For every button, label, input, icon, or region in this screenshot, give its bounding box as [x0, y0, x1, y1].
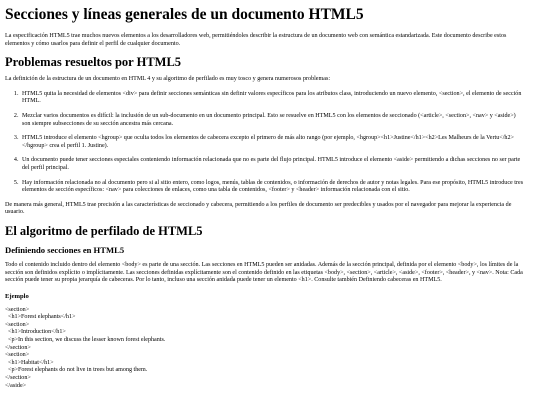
list-item: 3. HTML5 introduce el elemento <hgroup> que oculta todos los elementos de cabecera excepto el primero de más alto rango (por ejemplo, <hgroup><h1>Justine</h1><h2>Les Malheurs de la Vertu</h2></hgroup> crea el perfil 1. Justine).: [20, 135, 525, 150]
problems-heading: Problemas resueltos por HTML5: [5, 55, 182, 70]
code-example: <section> <h1>Forest elephants</h1> <section> <h1>Introduction</h1> <p>In this section, we discuss the lesser known forest elephants. </section> <section> <h1>Habitat</h1> <p>Forest elephants do not live in trees but among them. </section> </aside>: [5, 306, 166, 389]
problems-lead: La definición de la estructura de un documento en HTML 4 y su algoritmo de perfilado es muy tosco y genera numerosos problemas:: [5, 76, 331, 83]
sections-subheading: Definiendo secciones en HTML5: [5, 244, 125, 255]
list-item: 5. Hay información relacionada no al documento pero si al sitio entero, como logos, menús, tablas de contenidos, o información de derechos de autor y notas legales. Para ese propósito, HTML5 introduce tres elementos de sección específicos: <nav> para colecciones de enlaces, como una tabla de contenidos, <footer> y <header> información relacionada con el sitio.: [20, 180, 525, 195]
list-item: 4. Un documento puede tener secciones especiales conteniendo información relacionada que no es parte del flujo principal. HTML5 introduce el elemento <aside> permitiendo a dichas secciones no ser parte del perfil principal.: [20, 157, 525, 172]
example-heading: Ejemplo: [5, 292, 29, 300]
list-item: 1. HTML5 quita la necesidad de elementos <div> para definir secciones semánticas sin definir valores específicos para los atributos class, introduciendo un nuevo elemento, <section>, el elemento de sección HTML.: [20, 91, 525, 106]
algorithm-heading: El algoritmo de perfilado de HTML5: [5, 223, 203, 238]
intro-paragraph: La especificación HTML5 trae muchos nuevos elementos a los desarrolladores web, permitiéndoles describir la estructura de un documento web con semántica estandarizada. Este documento describe estos elementos y cómo usarlos para definir el perfil de cualquier documento.: [5, 33, 507, 47]
list-item: 2. Mezclar varios documentos es difícil: la inclusión de un sub-documento en un documento principal. Esto se resuelve en HTML5 con los elementos de seccionado (<article>, <section>, <nav> y <aside>) son siempre subsecciones de su sección ancestra más cercana.: [20, 113, 525, 128]
problems-list: [5, 91, 525, 195]
sections-paragraph: Todo el contenido incluido dentro del elemento <body> es parte de una sección. Las secciones en HTML5 pueden ser anidadas. Además de la sección principal, definida por el elemento <body>, los límites de la sección son definidos explícito o implícitamente. Las secciones definidas explícitamente son el contenido definido en las etiquetas <body>, <section>, <article>, <aside>, <footer>, <header>, y <nav>. Nota: Cada sección puede tener su propia jerarquía de cabeceras. Por lo tanto, incluso una sección anidada puede tener un elemento <h1>. Consulte también Definiendo cabeceras en HTML5.: [5, 261, 523, 284]
page-title: Secciones y líneas generales de un documento HTML5: [5, 6, 364, 23]
problems-closing: De manera más general, HTML5 trae precisión a las características de seccionado y cabecera, permitiendo a los perfiles de documento ser predecibles y usados por el navegador para mejorar la experiencia de usuario.: [5, 201, 512, 216]
